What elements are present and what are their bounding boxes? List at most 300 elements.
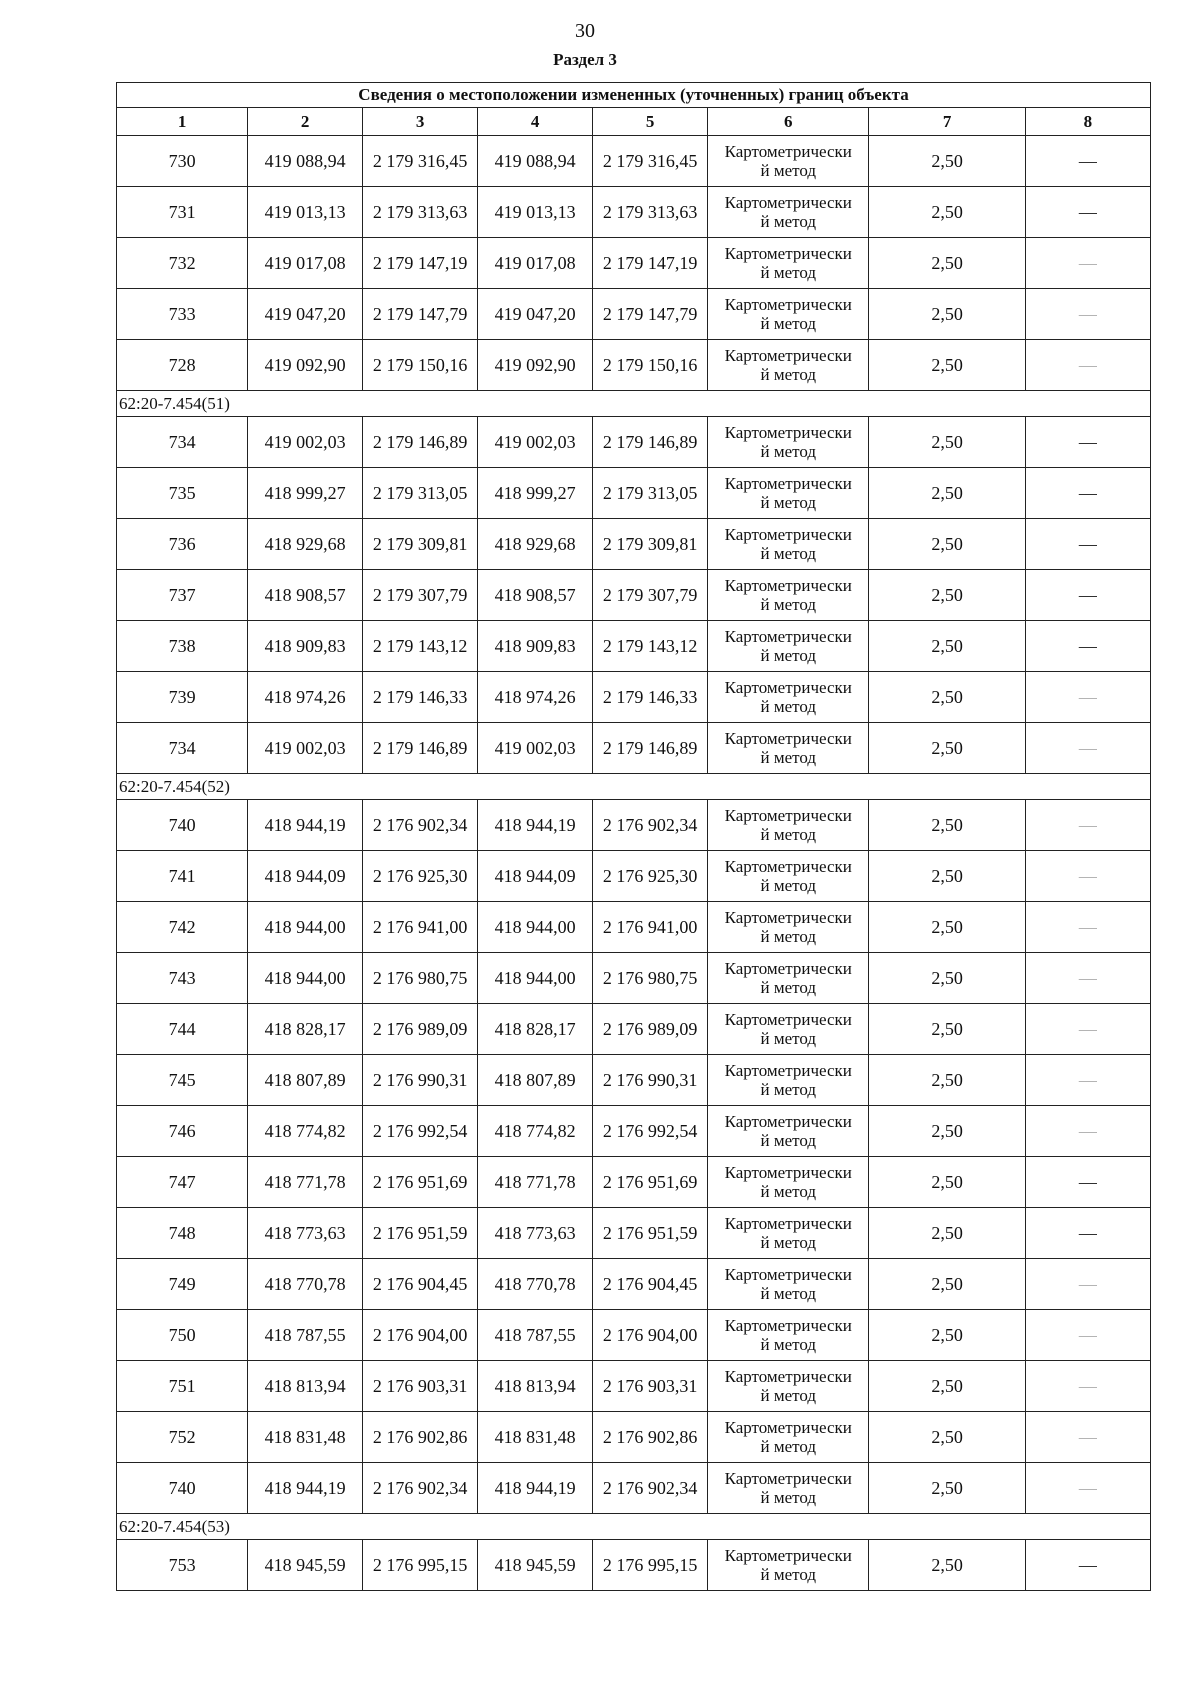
method-cell: [708, 1259, 869, 1310]
table-row: [117, 953, 1151, 1004]
table-row: [117, 672, 1151, 723]
point-number-cell: 732: [117, 238, 248, 289]
column-number: 3: [363, 108, 478, 136]
x-existing-cell: 418 807,89: [248, 1055, 363, 1106]
table-row: [117, 1208, 1151, 1259]
method-text-line2: й метод: [760, 646, 817, 665]
table-row: [117, 1463, 1151, 1514]
accuracy-cell: 2,50: [869, 851, 1025, 902]
table-row: [117, 468, 1151, 519]
column8-cell: —: [1025, 340, 1150, 391]
accuracy-cell: 2,50: [869, 1055, 1025, 1106]
table-row: [117, 1259, 1151, 1310]
y-existing-cell: 2 179 146,89: [363, 723, 478, 774]
column8-cell: —: [1025, 800, 1150, 851]
y-refined-cell: 2 176 990,31: [593, 1055, 708, 1106]
method-text-line1: Картометрически: [724, 729, 852, 748]
column8-cell: —: [1025, 519, 1150, 570]
column8-cell: —: [1025, 417, 1150, 468]
column8-cell: —: [1025, 1055, 1150, 1106]
accuracy-cell: 2,50: [869, 289, 1025, 340]
x-existing-cell: 419 092,90: [248, 340, 363, 391]
method-cell: [708, 1208, 869, 1259]
method-text-line2: й метод: [760, 1233, 817, 1252]
x-refined-cell: 418 974,26: [478, 672, 593, 723]
method-cell: [708, 1310, 869, 1361]
method-cell: [708, 1004, 869, 1055]
column8-cell: —: [1025, 570, 1150, 621]
x-existing-cell: 418 945,59: [248, 1540, 363, 1591]
point-number-cell: 749: [117, 1259, 248, 1310]
method-text-line1: Картометрически: [724, 1010, 852, 1029]
point-number-cell: 741: [117, 851, 248, 902]
table-row: [117, 340, 1151, 391]
method-cell: [708, 570, 869, 621]
table-row: [117, 1004, 1151, 1055]
method-text-line1: Картометрически: [724, 142, 852, 161]
parcel-group-row: [117, 391, 1151, 417]
method-text-line1: Картометрически: [724, 295, 852, 314]
method-text-line1: Картометрически: [724, 1367, 852, 1386]
table-row: [117, 1157, 1151, 1208]
column-number: 4: [478, 108, 593, 136]
y-existing-cell: 2 176 951,69: [363, 1157, 478, 1208]
x-refined-cell: 418 771,78: [478, 1157, 593, 1208]
table-caption-row: [117, 83, 1151, 108]
method-text-line2: й метод: [760, 697, 817, 716]
y-existing-cell: 2 179 150,16: [363, 340, 478, 391]
column8-cell: —: [1025, 621, 1150, 672]
accuracy-cell: 2,50: [869, 1310, 1025, 1361]
accuracy-cell: 2,50: [869, 519, 1025, 570]
accuracy-cell: 2,50: [869, 1412, 1025, 1463]
method-cell: [708, 340, 869, 391]
method-text-line2: й метод: [760, 161, 817, 180]
method-text-line1: Картометрически: [724, 959, 852, 978]
method-cell: [708, 136, 869, 187]
table-row: [117, 187, 1151, 238]
method-text-line2: й метод: [760, 263, 817, 282]
x-refined-cell: 419 092,90: [478, 340, 593, 391]
table-caption: Сведения о местоположении измененных (уточненных) границ объекта: [117, 83, 1151, 108]
x-refined-cell: 418 909,83: [478, 621, 593, 672]
method-text-line2: й метод: [760, 1488, 817, 1507]
y-existing-cell: 2 179 307,79: [363, 570, 478, 621]
x-refined-cell: 418 908,57: [478, 570, 593, 621]
method-text-line1: Картометрически: [724, 193, 852, 212]
table-row: [117, 519, 1151, 570]
y-refined-cell: 2 176 951,69: [593, 1157, 708, 1208]
column-number: 8: [1025, 108, 1150, 136]
accuracy-cell: 2,50: [869, 1259, 1025, 1310]
table-row: [117, 1106, 1151, 1157]
y-refined-cell: 2 176 951,59: [593, 1208, 708, 1259]
point-number-cell: 739: [117, 672, 248, 723]
x-existing-cell: 419 047,20: [248, 289, 363, 340]
y-existing-cell: 2 176 902,34: [363, 800, 478, 851]
x-existing-cell: 418 774,82: [248, 1106, 363, 1157]
table-row: [117, 1055, 1151, 1106]
x-refined-cell: 418 813,94: [478, 1361, 593, 1412]
column8-cell: —: [1025, 1463, 1150, 1514]
x-existing-cell: 418 908,57: [248, 570, 363, 621]
y-existing-cell: 2 176 951,59: [363, 1208, 478, 1259]
y-refined-cell: 2 176 902,34: [593, 1463, 708, 1514]
method-cell: [708, 519, 869, 570]
x-existing-cell: 419 002,03: [248, 723, 363, 774]
y-refined-cell: 2 176 995,15: [593, 1540, 708, 1591]
point-number-cell: 734: [117, 723, 248, 774]
table-row: [117, 289, 1151, 340]
table-row: [117, 136, 1151, 187]
accuracy-cell: 2,50: [869, 1157, 1025, 1208]
column8-cell: —: [1025, 1208, 1150, 1259]
boundary-coordinates-table: [116, 82, 1151, 1591]
method-text-line2: й метод: [760, 493, 817, 512]
y-refined-cell: 2 179 146,33: [593, 672, 708, 723]
column8-cell: —: [1025, 1412, 1150, 1463]
column8-cell: —: [1025, 1310, 1150, 1361]
column8-cell: —: [1025, 1361, 1150, 1412]
method-text-line1: Картометрически: [724, 1418, 852, 1437]
y-existing-cell: 2 176 995,15: [363, 1540, 478, 1591]
column8-cell: —: [1025, 1106, 1150, 1157]
method-text-line1: Картометрически: [724, 1316, 852, 1335]
x-refined-cell: 418 944,09: [478, 851, 593, 902]
column8-cell: —: [1025, 1157, 1150, 1208]
point-number-cell: 734: [117, 417, 248, 468]
x-existing-cell: 418 944,09: [248, 851, 363, 902]
column8-cell: —: [1025, 1259, 1150, 1310]
method-text-line1: Картометрически: [724, 474, 852, 493]
x-refined-cell: 418 773,63: [478, 1208, 593, 1259]
y-refined-cell: 2 179 143,12: [593, 621, 708, 672]
point-number-cell: 730: [117, 136, 248, 187]
point-number-cell: 740: [117, 1463, 248, 1514]
method-text-line2: й метод: [760, 876, 817, 895]
x-refined-cell: 418 944,00: [478, 953, 593, 1004]
method-text-line2: й метод: [760, 1284, 817, 1303]
method-cell: [708, 1463, 869, 1514]
table-row: [117, 1412, 1151, 1463]
x-existing-cell: 419 013,13: [248, 187, 363, 238]
x-existing-cell: 418 787,55: [248, 1310, 363, 1361]
method-text-line2: й метод: [760, 1335, 817, 1354]
method-cell: [708, 187, 869, 238]
point-number-cell: 744: [117, 1004, 248, 1055]
x-existing-cell: 418 831,48: [248, 1412, 363, 1463]
method-text-line2: й метод: [760, 927, 817, 946]
method-cell: [708, 672, 869, 723]
column8-cell: —: [1025, 723, 1150, 774]
method-cell: [708, 417, 869, 468]
accuracy-cell: 2,50: [869, 1106, 1025, 1157]
method-text-line1: Картометрически: [724, 576, 852, 595]
x-existing-cell: 418 773,63: [248, 1208, 363, 1259]
accuracy-cell: 2,50: [869, 1208, 1025, 1259]
y-refined-cell: 2 179 147,19: [593, 238, 708, 289]
x-refined-cell: 419 047,20: [478, 289, 593, 340]
y-existing-cell: 2 176 902,86: [363, 1412, 478, 1463]
parcel-group-label: 62:20-7.454(52): [117, 774, 1151, 800]
method-text-line1: Картометрически: [724, 525, 852, 544]
y-refined-cell: 2 176 902,86: [593, 1412, 708, 1463]
method-cell: [708, 289, 869, 340]
point-number-cell: 740: [117, 800, 248, 851]
y-existing-cell: 2 176 980,75: [363, 953, 478, 1004]
x-existing-cell: 418 770,78: [248, 1259, 363, 1310]
x-existing-cell: 418 999,27: [248, 468, 363, 519]
method-text-line2: й метод: [760, 212, 817, 231]
x-refined-cell: 419 088,94: [478, 136, 593, 187]
point-number-cell: 736: [117, 519, 248, 570]
method-cell: [708, 723, 869, 774]
point-number-cell: 743: [117, 953, 248, 1004]
x-refined-cell: 418 807,89: [478, 1055, 593, 1106]
y-refined-cell: 2 179 147,79: [593, 289, 708, 340]
x-refined-cell: 418 828,17: [478, 1004, 593, 1055]
y-existing-cell: 2 179 316,45: [363, 136, 478, 187]
method-text-line2: й метод: [760, 442, 817, 461]
method-text-line2: й метод: [760, 1182, 817, 1201]
accuracy-cell: 2,50: [869, 902, 1025, 953]
method-text-line2: й метод: [760, 1080, 817, 1099]
parcel-group-row: [117, 1514, 1151, 1540]
x-existing-cell: 418 944,00: [248, 902, 363, 953]
x-refined-cell: 418 774,82: [478, 1106, 593, 1157]
y-existing-cell: 2 176 904,45: [363, 1259, 478, 1310]
point-number-cell: 753: [117, 1540, 248, 1591]
method-text-line1: Картометрически: [724, 1112, 852, 1131]
point-number-cell: 738: [117, 621, 248, 672]
method-text-line1: Картометрически: [724, 1469, 852, 1488]
x-existing-cell: 419 088,94: [248, 136, 363, 187]
method-text-line2: й метод: [760, 1131, 817, 1150]
accuracy-cell: 2,50: [869, 953, 1025, 1004]
x-refined-cell: 419 013,13: [478, 187, 593, 238]
table-row: [117, 570, 1151, 621]
y-refined-cell: 2 179 146,89: [593, 723, 708, 774]
x-existing-cell: 418 771,78: [248, 1157, 363, 1208]
parcel-group-label: 62:20-7.454(53): [117, 1514, 1151, 1540]
y-existing-cell: 2 176 990,31: [363, 1055, 478, 1106]
method-text-line1: Картометрически: [724, 1163, 852, 1182]
x-existing-cell: 418 929,68: [248, 519, 363, 570]
y-existing-cell: 2 176 925,30: [363, 851, 478, 902]
column-number: 2: [248, 108, 363, 136]
accuracy-cell: 2,50: [869, 340, 1025, 391]
y-existing-cell: 2 176 903,31: [363, 1361, 478, 1412]
column8-cell: —: [1025, 468, 1150, 519]
y-existing-cell: 2 179 309,81: [363, 519, 478, 570]
accuracy-cell: 2,50: [869, 723, 1025, 774]
accuracy-cell: 2,50: [869, 238, 1025, 289]
table-row: [117, 851, 1151, 902]
accuracy-cell: 2,50: [869, 1361, 1025, 1412]
y-existing-cell: 2 179 146,89: [363, 417, 478, 468]
point-number-cell: 745: [117, 1055, 248, 1106]
method-cell: [708, 1106, 869, 1157]
x-existing-cell: 418 944,00: [248, 953, 363, 1004]
point-number-cell: 733: [117, 289, 248, 340]
parcel-group-label: 62:20-7.454(51): [117, 391, 1151, 417]
accuracy-cell: 2,50: [869, 621, 1025, 672]
method-text-line1: Картометрически: [724, 423, 852, 442]
point-number-cell: 731: [117, 187, 248, 238]
parcel-group-row: [117, 774, 1151, 800]
method-text-line1: Картометрически: [724, 806, 852, 825]
method-cell: [708, 1361, 869, 1412]
method-text-line1: Картометрически: [724, 244, 852, 263]
y-existing-cell: 2 176 989,09: [363, 1004, 478, 1055]
y-refined-cell: 2 179 313,63: [593, 187, 708, 238]
method-text-line2: й метод: [760, 1386, 817, 1405]
y-existing-cell: 2 179 147,79: [363, 289, 478, 340]
table-row: [117, 621, 1151, 672]
method-text-line2: й метод: [760, 1565, 817, 1584]
table-row: [117, 723, 1151, 774]
method-text-line1: Картометрически: [724, 908, 852, 927]
point-number-cell: 735: [117, 468, 248, 519]
x-refined-cell: 418 929,68: [478, 519, 593, 570]
y-refined-cell: 2 176 992,54: [593, 1106, 708, 1157]
y-existing-cell: 2 176 904,00: [363, 1310, 478, 1361]
column8-cell: —: [1025, 851, 1150, 902]
x-refined-cell: 418 945,59: [478, 1540, 593, 1591]
method-text-line2: й метод: [760, 365, 817, 384]
y-existing-cell: 2 179 146,33: [363, 672, 478, 723]
method-cell: [708, 953, 869, 1004]
method-cell: [708, 468, 869, 519]
x-refined-cell: 418 831,48: [478, 1412, 593, 1463]
accuracy-cell: 2,50: [869, 570, 1025, 621]
method-text-line1: Картометрически: [724, 346, 852, 365]
column8-cell: —: [1025, 238, 1150, 289]
column-number: 1: [117, 108, 248, 136]
point-number-cell: 747: [117, 1157, 248, 1208]
point-number-cell: 728: [117, 340, 248, 391]
table-row: [117, 1310, 1151, 1361]
method-text-line2: й метод: [760, 1029, 817, 1048]
method-cell: [708, 902, 869, 953]
accuracy-cell: 2,50: [869, 1540, 1025, 1591]
accuracy-cell: 2,50: [869, 800, 1025, 851]
table-row: [117, 902, 1151, 953]
y-existing-cell: 2 176 992,54: [363, 1106, 478, 1157]
column8-cell: —: [1025, 1004, 1150, 1055]
y-existing-cell: 2 179 147,19: [363, 238, 478, 289]
x-existing-cell: 419 017,08: [248, 238, 363, 289]
method-text-line1: Картометрически: [724, 1061, 852, 1080]
y-refined-cell: 2 179 307,79: [593, 570, 708, 621]
column-number-row: [117, 108, 1151, 136]
x-refined-cell: 419 002,03: [478, 417, 593, 468]
y-existing-cell: 2 179 313,05: [363, 468, 478, 519]
table-row: [117, 1540, 1151, 1591]
method-text-line2: й метод: [760, 978, 817, 997]
accuracy-cell: 2,50: [869, 136, 1025, 187]
column8-cell: —: [1025, 1540, 1150, 1591]
x-refined-cell: 418 787,55: [478, 1310, 593, 1361]
y-refined-cell: 2 176 904,00: [593, 1310, 708, 1361]
column-number: 5: [593, 108, 708, 136]
y-refined-cell: 2 176 902,34: [593, 800, 708, 851]
y-refined-cell: 2 179 146,89: [593, 417, 708, 468]
method-text-line1: Картометрически: [724, 627, 852, 646]
accuracy-cell: 2,50: [869, 672, 1025, 723]
method-cell: [708, 621, 869, 672]
point-number-cell: 752: [117, 1412, 248, 1463]
x-refined-cell: 418 944,19: [478, 800, 593, 851]
x-existing-cell: 418 944,19: [248, 800, 363, 851]
table-row: [117, 1361, 1151, 1412]
column8-cell: —: [1025, 289, 1150, 340]
method-cell: [708, 1055, 869, 1106]
method-cell: [708, 1412, 869, 1463]
x-existing-cell: 419 002,03: [248, 417, 363, 468]
y-refined-cell: 2 179 150,16: [593, 340, 708, 391]
table-body: [117, 83, 1151, 1591]
y-refined-cell: 2 179 309,81: [593, 519, 708, 570]
column8-cell: —: [1025, 902, 1150, 953]
method-cell: [708, 238, 869, 289]
accuracy-cell: 2,50: [869, 1004, 1025, 1055]
x-existing-cell: 418 974,26: [248, 672, 363, 723]
accuracy-cell: 2,50: [869, 417, 1025, 468]
y-refined-cell: 2 176 903,31: [593, 1361, 708, 1412]
x-refined-cell: 418 770,78: [478, 1259, 593, 1310]
point-number-cell: 742: [117, 902, 248, 953]
accuracy-cell: 2,50: [869, 468, 1025, 519]
method-cell: [708, 800, 869, 851]
y-refined-cell: 2 176 989,09: [593, 1004, 708, 1055]
accuracy-cell: 2,50: [869, 1463, 1025, 1514]
y-refined-cell: 2 176 980,75: [593, 953, 708, 1004]
method-text-line1: Картометрически: [724, 1265, 852, 1284]
method-text-line2: й метод: [760, 595, 817, 614]
method-text-line1: Картометрически: [724, 1214, 852, 1233]
method-text-line2: й метод: [760, 825, 817, 844]
method-text-line1: Картометрически: [724, 1546, 852, 1565]
x-existing-cell: 418 828,17: [248, 1004, 363, 1055]
table-row: [117, 800, 1151, 851]
x-refined-cell: 419 017,08: [478, 238, 593, 289]
point-number-cell: 750: [117, 1310, 248, 1361]
x-existing-cell: 418 813,94: [248, 1361, 363, 1412]
method-cell: [708, 851, 869, 902]
y-refined-cell: 2 176 904,45: [593, 1259, 708, 1310]
method-text-line1: Картометрически: [724, 857, 852, 876]
y-existing-cell: 2 179 143,12: [363, 621, 478, 672]
method-cell: [708, 1540, 869, 1591]
point-number-cell: 748: [117, 1208, 248, 1259]
y-existing-cell: 2 179 313,63: [363, 187, 478, 238]
method-text-line2: й метод: [760, 544, 817, 563]
x-refined-cell: 419 002,03: [478, 723, 593, 774]
method-text-line2: й метод: [760, 748, 817, 767]
point-number-cell: 751: [117, 1361, 248, 1412]
x-existing-cell: 418 944,19: [248, 1463, 363, 1514]
y-existing-cell: 2 176 941,00: [363, 902, 478, 953]
column8-cell: —: [1025, 136, 1150, 187]
x-existing-cell: 418 909,83: [248, 621, 363, 672]
x-refined-cell: 418 944,19: [478, 1463, 593, 1514]
x-refined-cell: 418 944,00: [478, 902, 593, 953]
y-refined-cell: 2 179 316,45: [593, 136, 708, 187]
y-refined-cell: 2 179 313,05: [593, 468, 708, 519]
table-row: [117, 417, 1151, 468]
point-number-cell: 746: [117, 1106, 248, 1157]
